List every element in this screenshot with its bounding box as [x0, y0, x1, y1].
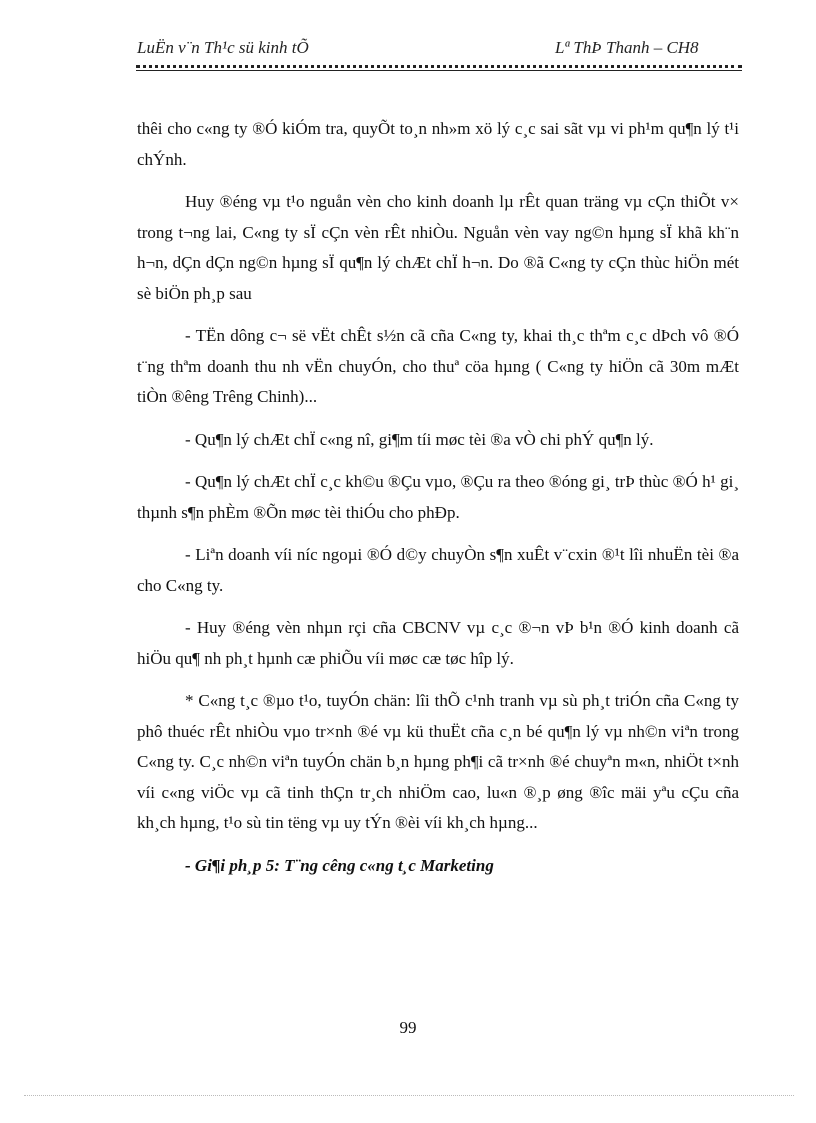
- list-item: - Qu¶n lý chÆt chÏ c¸c kh©u ®Çu vµo, ®Çu ra theo ®óng gi¸ trÞ thùc ®Ó h¹ gi¸ thµnh s¶n phÈm ®Õn møc tèi thiÓu cho phÐp.: [137, 472, 739, 522]
- page-bottom-border: [24, 1095, 794, 1096]
- list-item: - Qu¶n lý chÆt chÏ c«ng nî, gi¶m tíi møc tèi ®a vÒ chi phÝ qu¶n lý.: [185, 429, 654, 449]
- list-item: - Huy ®éng vèn nhµn rçi cña CBCNV vµ c¸c ®¬n vÞ b¹n ®Ó kinh doanh cã hiÖu qu¶ nh ph¸t hµnh cæ phiÕu víi møc cæ tøc hîp lý.: [137, 618, 739, 668]
- page-number: 99: [399, 1018, 417, 1037]
- header-solid-rule: [136, 70, 742, 71]
- header-thesis-title: LuËn v¨n Th¹c sü kinh tÕ: [137, 38, 309, 57]
- body-text: [137, 114, 739, 893]
- header-author: Lª ThÞ Thanh – CH8: [555, 38, 699, 57]
- paragraph: thêi cho c«ng ty ®Ó kiÓm tra, quyÕt to¸n nh»m xö lý c¸c sai sãt vµ vi ph¹m qu¶n lý t¹i chÝnh.: [137, 119, 739, 169]
- paragraph: Huy ®éng vµ t¹o nguån vèn cho kinh doanh lµ rÊt quan träng vµ cÇn thiÕt v× trong t¬ng lai, C«ng ty sÏ cÇn vèn rÊt nhiÒu. Nguån vèn vay ng©n hµng sÏ khã kh¨n h¬n, dÇn dÇn ng©n hµng sÏ qu¶n lý chÆt chÏ h¬n. Do ®ã C«ng ty cÇn thùc hiÖn mét sè biÖn ph¸p sau: [137, 192, 739, 303]
- list-item: - Liªn doanh víi níc ngoµi ®Ó d©y chuyÒn s¶n xuÊt v¨cxin ®¹t lîi nhuËn tèi ®a cho C«ng ty.: [137, 545, 739, 595]
- header-dotted-rule: [136, 65, 742, 68]
- paragraph: * C«ng t¸c ®µo t¹o, tuyÓn chän: lîi thÕ c¹nh tranh vµ sù ph¸t triÓn cña C«ng ty phô thuéc rÊt nhiÒu vµo tr×nh ®é vµ kü thuËt cña c¸n bé qu¶n lý vµ nh©n viªn trong C«ng ty. C¸c nh©n viªn tuyÓn chän b¸n hµng ph¶i cã tr×nh ®é chuyªn m«n, nhiÖt t×nh víi c«ng viÖc vµ cã tinh thÇn tr¸ch nhiÖm cao, lu«n ®¸p øng ®îc mäi yªu cÇu cña kh¸ch hµng, t¹o sù tin tëng vµ uy tÝn ®èi víi kh¸ch hµng...: [137, 691, 739, 832]
- section-heading: - Gi¶i ph¸p 5: T¨ng cêng c«ng t¸c Marketing: [185, 855, 494, 875]
- list-item: - TËn dông c¬ së vËt chÊt s½n cã cña C«ng ty, khai th¸c thªm c¸c dÞch vô ®Ó t¨ng thªm doanh thu nh vËn chuyÓn, cho thuª cöa hµng ( C«ng ty hiÖn cã 30m mÆt tiÒn ®êng Trêng Chinh)...: [137, 326, 739, 406]
